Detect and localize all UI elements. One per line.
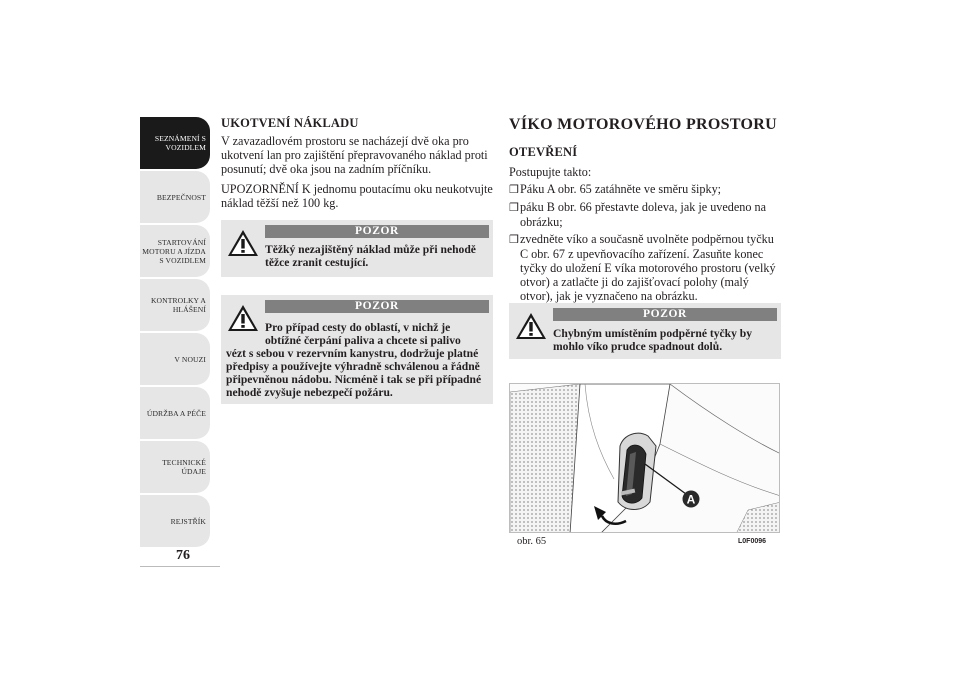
list-item: ❒zvedněte víko a současně uvolněte podpěrnou tyčku C obr. 67 z upevňovacího zařízení. Zasuňte konec tyčky do uložení E víka motorového prostoru (velký otvor) a zatlačte ji do zajišťovací polohy (malý otvor), jak je vyznačeno na obrázku. — [509, 232, 776, 303]
tab-bezpecnost[interactable]: BEZPEČNOST — [140, 171, 210, 223]
warning-box — [509, 303, 781, 359]
paragraph: V zavazadlovém prostoru se nacházejí dvě oka pro ukotvení lan pro zajištění přepravovaného náklad proti posunutí; dvě oka jsou na zadním příčníku. — [221, 134, 488, 176]
figure-caption: obr. 65 — [517, 536, 547, 547]
warning-title: POZOR — [265, 300, 489, 313]
figure-code: L0F0096 — [738, 538, 767, 545]
checkbox-bullet-icon: ❒ — [509, 234, 519, 246]
tab-udrzba[interactable]: ÚDRŽBA A PÉČE — [140, 387, 210, 439]
tab-rejstrik[interactable]: REJSTŘÍK — [140, 495, 210, 547]
warning-box — [221, 220, 493, 277]
tab-v-nouzi[interactable]: V NOUZI — [140, 333, 210, 385]
warning-triangle-icon — [227, 304, 259, 332]
list-item: ❒Páku A obr. 65 zatáhněte ve směru šipky; — [509, 182, 722, 196]
page-number-rule — [140, 566, 220, 567]
warning-text-continued: vézt s sebou v rezervním kanystru, dodržuje platné předpisy a používejte výhradně schválenou a řádně připevněnou nádobu. Nicméně i tak se při případné nehodě zvyšuje nebezpečí požáru. — [226, 347, 482, 399]
tab-startovani[interactable]: STARTOVÁNÍ MOTORU A JÍZDA S VOZIDLEM — [140, 225, 210, 277]
tab-seznameni-s-vozidlem[interactable]: SEZNÁMENÍ S VOZIDLEM — [140, 117, 210, 169]
warning-title: POZOR — [265, 225, 489, 238]
steps-list — [509, 182, 781, 303]
subsection-heading: OTEVŘENÍ — [509, 145, 578, 159]
section-title: VÍKO MOTOROVÉHO PROSTORU — [509, 116, 777, 133]
intro-text: Postupujte takto: — [509, 165, 592, 179]
tab-technicke-udaje[interactable]: TECHNICKÉ ÚDAJE — [140, 441, 210, 493]
warning-text: Chybným umístěním podpěrné tyčky by mohlo víko prudce spadnout dolů. — [553, 327, 753, 353]
notice-paragraph: UPOZORNĚNÍ K jednomu poutacímu oku neukotvujte náklad těžší než 100 kg. — [221, 182, 493, 210]
warning-text: Těžký nezajištěný náklad může při nehodě těžce zranit cestující. — [265, 243, 476, 269]
left-column — [221, 116, 493, 216]
tab-kontrolky[interactable]: KONTROLKY A HLÁŠENÍ — [140, 279, 210, 331]
hood-release-lever-illustration — [509, 383, 780, 533]
warning-triangle-icon — [515, 312, 547, 340]
checkbox-bullet-icon: ❒ — [509, 202, 519, 214]
warning-triangle-icon — [227, 229, 259, 257]
warning-text: Pro případ cesty do oblastí, v nichž je obtížné čerpání paliva a chcete si palivo — [265, 321, 461, 347]
page-number: 76 — [176, 548, 190, 563]
warning-box — [221, 295, 493, 404]
list-item: ❒páku B obr. 66 přestavte doleva, jak je uvedeno na obrázku; — [509, 200, 767, 229]
illustration-svg — [510, 384, 780, 533]
right-column — [509, 116, 781, 306]
checkbox-bullet-icon: ❒ — [509, 184, 519, 196]
warning-title: POZOR — [553, 308, 777, 321]
callout-label: A — [686, 492, 696, 507]
section-heading: UKOTVENÍ NÁKLADU — [221, 116, 359, 130]
